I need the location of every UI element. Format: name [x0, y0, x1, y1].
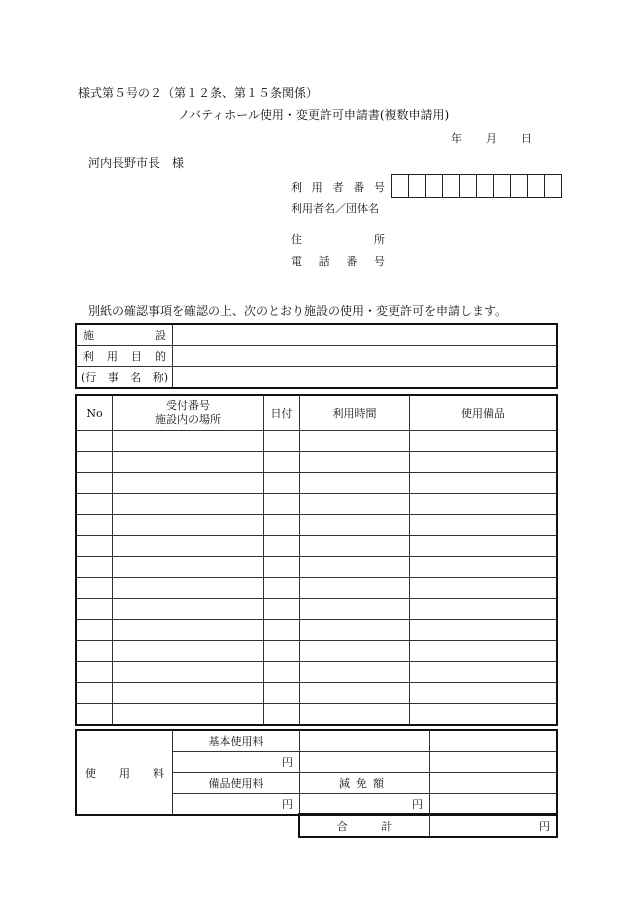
table-row — [77, 641, 557, 662]
cell-time[interactable] — [300, 494, 410, 515]
cell-receipt[interactable] — [113, 683, 264, 704]
cell-date[interactable] — [264, 473, 300, 494]
form-number: 様式第５号の２（第１２条、第１５条関係） — [78, 86, 319, 100]
cell-equipment[interactable] — [410, 536, 557, 557]
usage-table — [76, 395, 557, 725]
basic-fee-label: 基本使用料 — [173, 731, 300, 752]
cell-date[interactable] — [264, 704, 300, 725]
fee-table — [76, 730, 557, 815]
cell-time[interactable] — [300, 536, 410, 557]
table-row — [77, 536, 557, 557]
cell-time[interactable] — [300, 557, 410, 578]
cell-time[interactable] — [300, 704, 410, 725]
cell-receipt[interactable] — [113, 662, 264, 683]
header-equipment: 使用備品 — [410, 396, 557, 431]
reduction-extra-2[interactable] — [430, 794, 557, 815]
cell-no[interactable] — [77, 494, 113, 515]
purpose-row — [77, 346, 557, 367]
table-row — [77, 578, 557, 599]
basic-fee-cell-2[interactable] — [300, 752, 430, 773]
event-name-value[interactable] — [173, 367, 557, 388]
cell-date[interactable] — [264, 662, 300, 683]
table-row — [77, 452, 557, 473]
cell-receipt[interactable] — [113, 620, 264, 641]
event-name-row — [77, 367, 557, 388]
cell-no[interactable] — [77, 599, 113, 620]
intro-text: 別紙の確認事項を確認の上、次のとおり施設の使用・変更許可を申請します。 — [88, 304, 508, 318]
cell-receipt[interactable] — [113, 704, 264, 725]
table-row — [77, 662, 557, 683]
facility-label: 施 設 — [77, 325, 173, 346]
table-row — [77, 557, 557, 578]
cell-date[interactable] — [264, 578, 300, 599]
cell-equipment[interactable] — [410, 494, 557, 515]
facility-row — [77, 325, 557, 346]
user-number-input[interactable] — [391, 174, 562, 198]
table-row — [77, 473, 557, 494]
equipment-fee-label: 備品使用料 — [173, 773, 300, 794]
cell-time[interactable] — [300, 515, 410, 536]
facility-value[interactable] — [173, 325, 557, 346]
cell-receipt[interactable] — [113, 452, 264, 473]
cell-no[interactable] — [77, 473, 113, 494]
cell-no[interactable] — [77, 578, 113, 599]
date-month-label: 月 — [486, 132, 497, 145]
date-year-label: 年 — [451, 132, 462, 145]
cell-time[interactable] — [300, 473, 410, 494]
header-no: No — [77, 396, 113, 431]
purpose-value[interactable] — [173, 346, 557, 367]
cell-date[interactable] — [264, 452, 300, 473]
total-label: 合 計 — [300, 815, 430, 837]
purpose-label: 利 用 目 的 — [77, 346, 173, 367]
cell-equipment[interactable] — [410, 578, 557, 599]
cell-date[interactable] — [264, 620, 300, 641]
cell-receipt[interactable] — [113, 641, 264, 662]
cell-date[interactable] — [264, 431, 300, 452]
cell-equipment[interactable] — [410, 515, 557, 536]
cell-receipt[interactable] — [113, 557, 264, 578]
fee-label: 使 用 料 — [77, 731, 173, 815]
cell-no[interactable] — [77, 704, 113, 725]
cell-no[interactable] — [77, 536, 113, 557]
cell-date[interactable] — [264, 557, 300, 578]
table-row — [77, 494, 557, 515]
user-number-label: 利 用 者 番 号 — [291, 181, 385, 194]
cell-no[interactable] — [77, 683, 113, 704]
total-row — [300, 815, 557, 837]
cell-date[interactable] — [264, 683, 300, 704]
cell-date[interactable] — [264, 641, 300, 662]
cell-time[interactable] — [300, 620, 410, 641]
total-yen[interactable]: 円 — [430, 815, 557, 837]
cell-no[interactable] — [77, 557, 113, 578]
cell-receipt[interactable] — [113, 599, 264, 620]
equipment-fee-yen[interactable]: 円 — [173, 794, 300, 815]
cell-time[interactable] — [300, 599, 410, 620]
cell-equipment[interactable] — [410, 557, 557, 578]
cell-receipt[interactable] — [113, 431, 264, 452]
basic-fee-yen[interactable]: 円 — [173, 752, 300, 773]
header-time: 利用時間 — [300, 396, 410, 431]
cell-no[interactable] — [77, 431, 113, 452]
address-label: 住 所 — [291, 233, 385, 246]
cell-receipt[interactable] — [113, 578, 264, 599]
table-row — [77, 704, 557, 725]
cell-time[interactable] — [300, 578, 410, 599]
cell-no[interactable] — [77, 641, 113, 662]
header-receipt: 受付番号 施設内の場所 — [113, 396, 264, 431]
reduction-label: 減免額 — [300, 773, 430, 794]
basic-fee-extra-2[interactable] — [430, 752, 557, 773]
header-date: 日付 — [264, 396, 300, 431]
cell-date[interactable] — [264, 599, 300, 620]
basic-fee-cell[interactable] — [300, 731, 430, 752]
fee-row-1 — [77, 731, 557, 752]
table-row — [77, 515, 557, 536]
cell-date[interactable] — [264, 536, 300, 557]
addressee: 河内長野市長 様 — [88, 156, 185, 170]
cell-date[interactable] — [264, 515, 300, 536]
cell-receipt[interactable] — [113, 473, 264, 494]
cell-receipt[interactable] — [113, 536, 264, 557]
reduction-yen[interactable]: 円 — [300, 794, 430, 815]
cell-equipment[interactable] — [410, 704, 557, 725]
reduction-extra[interactable] — [430, 773, 557, 794]
user-name-label: 利用者名／団体名 — [291, 202, 379, 215]
cell-time[interactable] — [300, 641, 410, 662]
cell-time[interactable] — [300, 452, 410, 473]
cell-no[interactable] — [77, 662, 113, 683]
date-day-label: 日 — [521, 132, 532, 145]
table-row — [77, 431, 557, 452]
cell-equipment[interactable] — [410, 683, 557, 704]
cell-no[interactable] — [77, 515, 113, 536]
cell-receipt[interactable] — [113, 494, 264, 515]
cell-equipment[interactable] — [410, 620, 557, 641]
usage-table-body — [77, 431, 557, 725]
event-name-label: (行 事 名 称) — [77, 367, 173, 388]
cell-equipment[interactable] — [410, 641, 557, 662]
basic-fee-extra[interactable] — [430, 731, 557, 752]
table-row — [77, 599, 557, 620]
facility-table — [76, 324, 557, 388]
cell-equipment[interactable] — [410, 599, 557, 620]
table-row — [77, 620, 557, 641]
cell-date[interactable] — [264, 494, 300, 515]
cell-time[interactable] — [300, 683, 410, 704]
form-title: ノバティホール使用・変更許可申請書(複数申請用) — [178, 108, 450, 122]
cell-no[interactable] — [77, 620, 113, 641]
cell-equipment[interactable] — [410, 431, 557, 452]
cell-receipt[interactable] — [113, 515, 264, 536]
cell-time[interactable] — [300, 431, 410, 452]
table-row — [77, 683, 557, 704]
usage-table-header — [77, 396, 557, 431]
phone-label: 電 話 番 号 — [291, 255, 385, 268]
cell-no[interactable] — [77, 452, 113, 473]
cell-time[interactable] — [300, 662, 410, 683]
cell-equipment[interactable] — [410, 473, 557, 494]
cell-equipment[interactable] — [410, 662, 557, 683]
cell-equipment[interactable] — [410, 452, 557, 473]
total-table — [299, 814, 557, 837]
